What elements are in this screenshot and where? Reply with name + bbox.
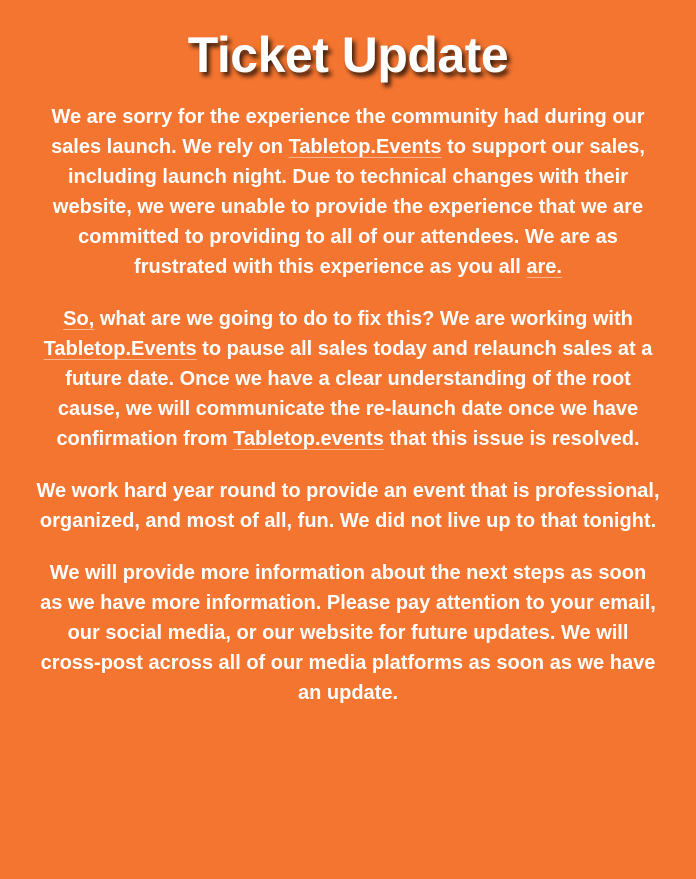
paragraph-text: to pause all sales today and relaunch sales at a future date. Once we have a clear understanding of the root cause, we will communicate the re-launch date once we have confirmation from xyxy=(56,338,653,450)
paragraph-text: that this issue is resolved. xyxy=(383,428,640,450)
underlined-text: Tabletop.Events xyxy=(288,136,442,158)
paragraph-text: We are sorry for the experience the community had during our sales launch. We rely on xyxy=(51,106,645,158)
notice-body xyxy=(36,102,660,708)
paragraph-text: to support our sales, including launch night. Due to technical changes with their website, we were unable to provide the experience that we are committed to providing to all of our attendees. We are as frustrated with this experience as you all xyxy=(52,136,645,278)
notice-paragraph xyxy=(36,102,660,282)
underlined-text: are. xyxy=(526,256,562,278)
page-title: Ticket Update xyxy=(187,27,509,83)
underlined-text: Tabletop.events xyxy=(233,428,384,450)
notice-paragraph xyxy=(36,304,660,454)
paragraph-text: what are we going to do to fix this? We are working with xyxy=(94,308,633,330)
underlined-text: So, xyxy=(63,308,95,330)
notice-paragraph xyxy=(36,476,660,536)
paragraph-text: We will provide more information about the next steps as soon as we have more information. Please pay attention to your email, our social media, or our website for future updates. We will cross-post across all of our media platforms as soon as we have an update. xyxy=(40,562,656,704)
notice-paragraph xyxy=(36,558,660,708)
underlined-text: Tabletop.Events xyxy=(43,338,197,360)
paragraph-text: We work hard year round to provide an event that is professional, organized, and most of all, fun. We did not live up to that tonight. xyxy=(36,480,660,532)
